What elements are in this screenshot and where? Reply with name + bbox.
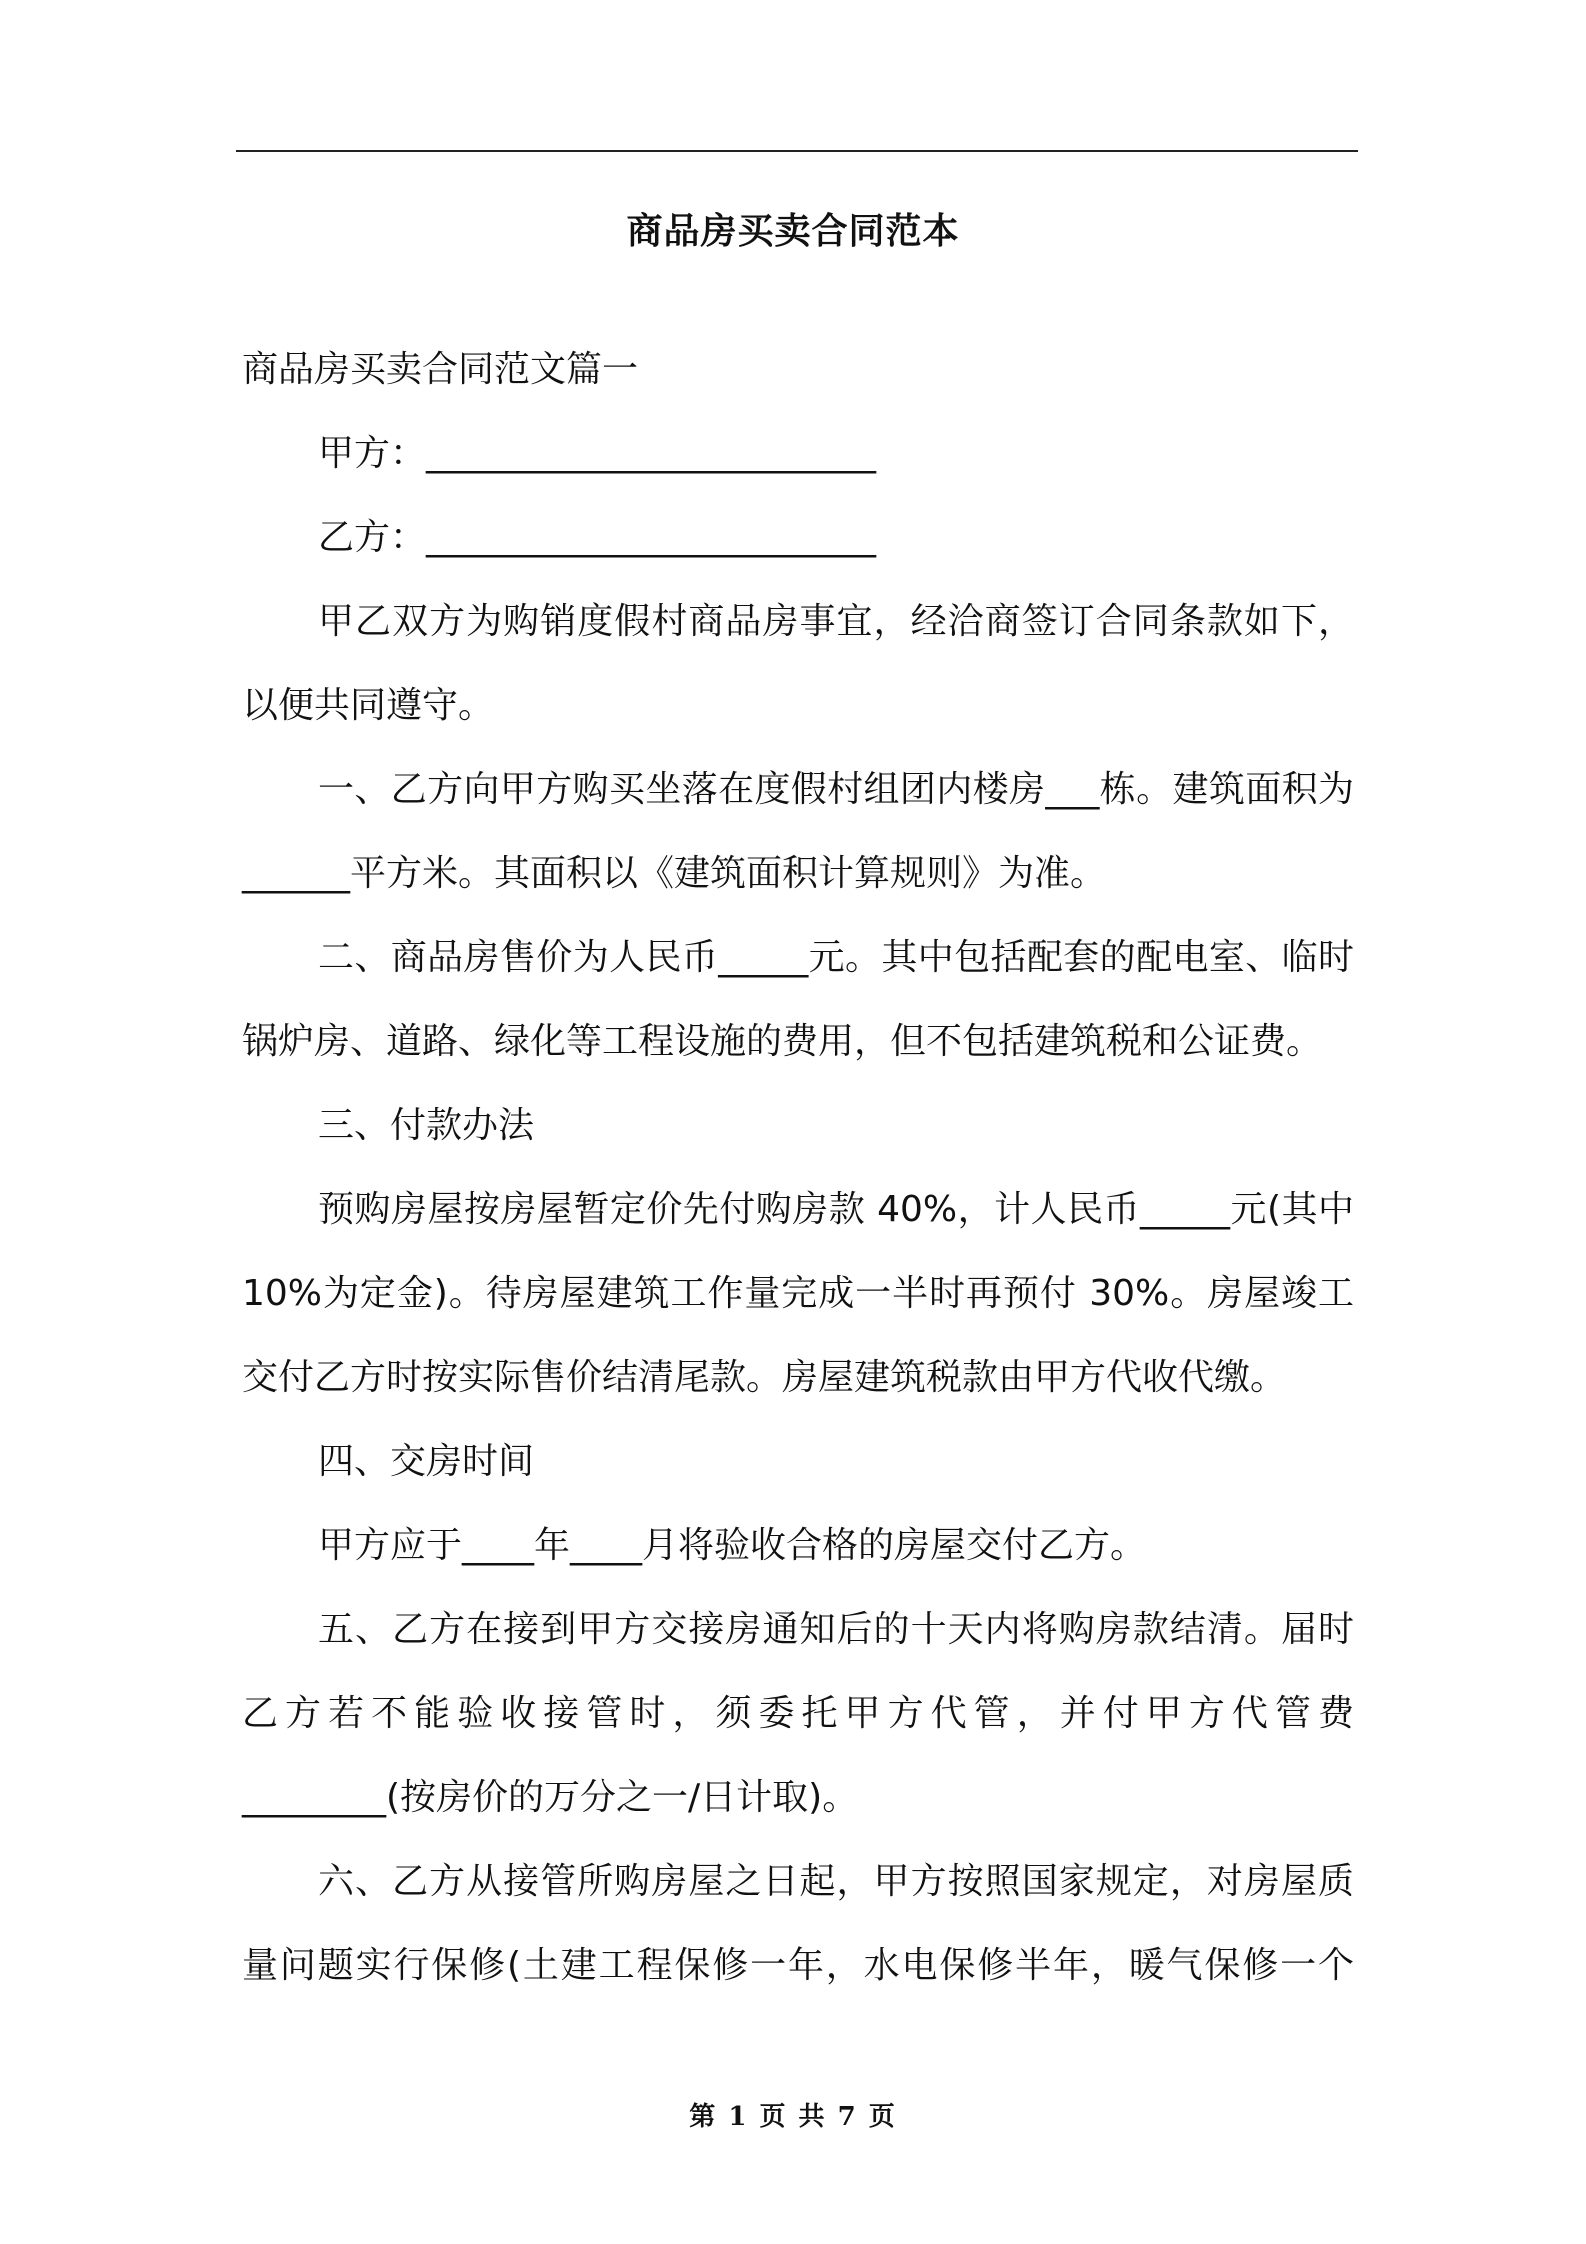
party-a-line: 甲方：_________________________ [318,433,877,474]
clause-2-paragraph: 二、商品房售价为人民币_____元。其中包括配套的配电室、临时锅炉房、道路、绿化等工程设施的费用，但不包括建筑税和公证费。 [242,937,1354,1062]
clause-1-paragraph: 一、乙方向甲方购买坐落在度假村组团内楼房___栋。建筑面积为______平方米。其面积以《建筑面积计算规则》为准。 [242,769,1354,894]
clause-5-paragraph: 五、乙方在接到甲方交接房通知后的十天内将购房款结清。届时乙方若不能验收接管时，须委托甲方代管，并付甲方代管费________(按房价的万分之一/日计取)。 [242,1609,1354,1818]
clause-4-heading: 四、交房时间 [318,1441,535,1482]
clause-3-heading: 三、付款办法 [318,1105,535,1146]
document-title: 商品房买卖合同范本 [626,211,960,252]
party-b-line: 乙方：_________________________ [318,517,877,558]
delivery-paragraph: 甲方应于____年____月将验收合格的房屋交付乙方。 [318,1525,1147,1566]
header-rule [236,150,1358,152]
payment-paragraph: 预购房屋按房屋暂定价先付购房款 40%，计人民币_____元(其中 10%为定金)。待房屋建筑工作量完成一半时再预付 30%。房屋竣工交付乙方时按实际售价结清尾款。房屋建筑税款由甲方代收代缴。 [242,1189,1354,1398]
document-body [242,328,1354,2008]
page-indicator: 第 1 页 共 7 页 [689,2102,897,2132]
section-heading: 商品房买卖合同范文篇一 [242,349,639,390]
clause-6-paragraph: 六、乙方从接管所购房屋之日起，甲方按照国家规定，对房屋质量问题实行保修(土建工程保修一年，水电保修半年，暖气保修一个 [242,1861,1354,1986]
intro-paragraph: 甲乙双方为购销度假村商品房事宜，经洽商签订合同条款如下，以便共同遵守。 [242,601,1354,726]
